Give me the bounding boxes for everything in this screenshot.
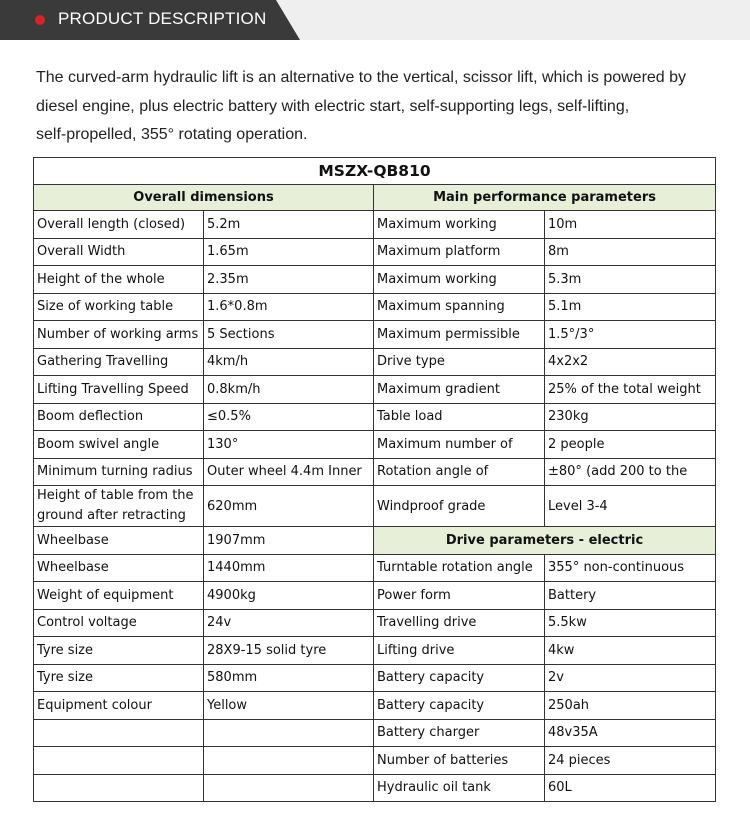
spec-label: Hydraulic oil tank — [374, 774, 545, 802]
spec-value: 355° non-continuous — [545, 554, 716, 582]
spec-label: Battery capacity — [374, 664, 545, 692]
spec-label: Battery capacity — [374, 692, 545, 720]
spec-value: 4900kg — [204, 582, 374, 610]
spec-value: 8m — [545, 238, 716, 266]
table-row — [34, 582, 716, 610]
spec-value: Battery — [545, 582, 716, 610]
table-row — [34, 719, 716, 747]
spec-label: Number of batteries — [374, 747, 545, 775]
spec-value: 24v — [204, 609, 374, 637]
spec-value: 5.5kw — [545, 609, 716, 637]
spec-label: Tyre size — [34, 664, 204, 692]
table-row — [34, 486, 716, 527]
table-row — [34, 403, 716, 431]
spec-value: 250ah — [545, 692, 716, 720]
spec-value: 1907mm — [204, 527, 374, 555]
section-header-row — [34, 185, 716, 211]
empty-cell — [204, 747, 374, 775]
spec-value: 10m — [545, 211, 716, 239]
spec-label: Wheelbase — [34, 527, 204, 555]
table-row — [34, 321, 716, 349]
spec-label: Travelling drive — [374, 609, 545, 637]
spec-value: 230kg — [545, 403, 716, 431]
spec-label: Maximum platform — [374, 238, 545, 266]
spec-value: 2v — [545, 664, 716, 692]
table-row — [34, 692, 716, 720]
spec-value: ≤0.5% — [204, 403, 374, 431]
spec-label: Turntable rotation angle — [374, 554, 545, 582]
drive-parameters-header: Drive parameters - electric — [374, 527, 716, 555]
spec-label: Control voltage — [34, 609, 204, 637]
spec-value: 24 pieces — [545, 747, 716, 775]
spec-label: Maximum number of — [374, 431, 545, 459]
spec-value: Yellow — [204, 692, 374, 720]
table-row — [34, 747, 716, 775]
spec-value: 5 Sections — [204, 321, 374, 349]
spec-value: 5.3m — [545, 266, 716, 294]
spec-value: 48v35A — [545, 719, 716, 747]
spec-label: Battery charger — [374, 719, 545, 747]
spec-label: Height of table from the ground after retracting — [34, 486, 204, 527]
section-title: PRODUCT DESCRIPTION — [58, 9, 267, 28]
spec-label: Gathering Travelling — [34, 348, 204, 376]
table-title-row — [34, 158, 716, 185]
table-row — [34, 637, 716, 665]
spec-value: 620mm — [204, 486, 374, 527]
spec-label: Boom deflection — [34, 403, 204, 431]
table-row — [34, 238, 716, 266]
spec-label: Overall length (closed) — [34, 211, 204, 239]
intro-line: The curved-arm hydraulic lift is an alternative to the vertical, scissor lift, which is powered by — [36, 69, 687, 86]
table-row — [34, 376, 716, 404]
table-title: MSZX-QB810 — [34, 158, 716, 185]
spec-label: Overall Width — [34, 238, 204, 266]
spec-label: Boom swivel angle — [34, 431, 204, 459]
spec-label: Maximum working — [374, 211, 545, 239]
empty-cell — [204, 719, 374, 747]
spec-value: 130° — [204, 431, 374, 459]
table-row — [34, 527, 716, 555]
spec-label: Maximum gradient — [374, 376, 545, 404]
spec-value: 4km/h — [204, 348, 374, 376]
empty-cell — [34, 774, 204, 802]
spec-label: Size of working table — [34, 293, 204, 321]
spec-value: 1.5°/3° — [545, 321, 716, 349]
table-row — [34, 348, 716, 376]
empty-cell — [34, 719, 204, 747]
spec-value: ±80° (add 200 to the — [545, 458, 716, 486]
spec-label: Lifting Travelling Speed — [34, 376, 204, 404]
spec-label: Number of working arms — [34, 321, 204, 349]
spec-value: 25% of the total weight — [545, 376, 716, 404]
spec-value: Outer wheel 4.4m Inner — [204, 458, 374, 486]
spec-value: 5.1m — [545, 293, 716, 321]
spec-label: Table load — [374, 403, 545, 431]
empty-cell — [204, 774, 374, 802]
spec-value: 2.35m — [204, 266, 374, 294]
empty-cell — [34, 747, 204, 775]
table-row — [34, 431, 716, 459]
intro-paragraph — [36, 64, 726, 150]
table-row — [34, 211, 716, 239]
table-row — [34, 293, 716, 321]
intro-line: self-propelled, 355° rotating operation. — [36, 126, 308, 143]
spec-label: Wheelbase — [34, 554, 204, 582]
spec-value: 0.8km/h — [204, 376, 374, 404]
spec-label: Weight of equipment — [34, 582, 204, 610]
table-row — [34, 609, 716, 637]
overall-dimensions-header: Overall dimensions — [34, 185, 374, 211]
spec-label: Maximum working — [374, 266, 545, 294]
spec-value: 1440mm — [204, 554, 374, 582]
spec-value: 1.6*0.8m — [204, 293, 374, 321]
spec-label: Windproof grade — [374, 486, 545, 527]
table-row — [34, 554, 716, 582]
spec-value: Level 3-4 — [545, 486, 716, 527]
table-row — [34, 458, 716, 486]
spec-table — [33, 157, 716, 802]
spec-label: Drive type — [374, 348, 545, 376]
spec-value: 580mm — [204, 664, 374, 692]
spec-value: 1.65m — [204, 238, 374, 266]
intro-line: diesel engine, plus electric battery with electric start, self-supporting legs, self-lifting, — [36, 97, 630, 115]
spec-label: Equipment colour — [34, 692, 204, 720]
spec-label: Rotation angle of — [374, 458, 545, 486]
spec-label: Maximum permissible — [374, 321, 545, 349]
performance-header: Main performance parameters — [374, 185, 716, 211]
spec-label: Power form — [374, 582, 545, 610]
spec-value: 5.2m — [204, 211, 374, 239]
spec-value: 60L — [545, 774, 716, 802]
bullet-dot-icon — [35, 15, 45, 25]
spec-value: 4x2x2 — [545, 348, 716, 376]
table-row — [34, 266, 716, 294]
spec-label: Minimum turning radius — [34, 458, 204, 486]
spec-value: 2 people — [545, 431, 716, 459]
table-row — [34, 774, 716, 802]
spec-label: Maximum spanning — [374, 293, 545, 321]
spec-label: Height of the whole — [34, 266, 204, 294]
spec-label: Tyre size — [34, 637, 204, 665]
spec-value: 4kw — [545, 637, 716, 665]
spec-label: Lifting drive — [374, 637, 545, 665]
table-row — [34, 664, 716, 692]
spec-value: 28X9-15 solid tyre — [204, 637, 374, 665]
